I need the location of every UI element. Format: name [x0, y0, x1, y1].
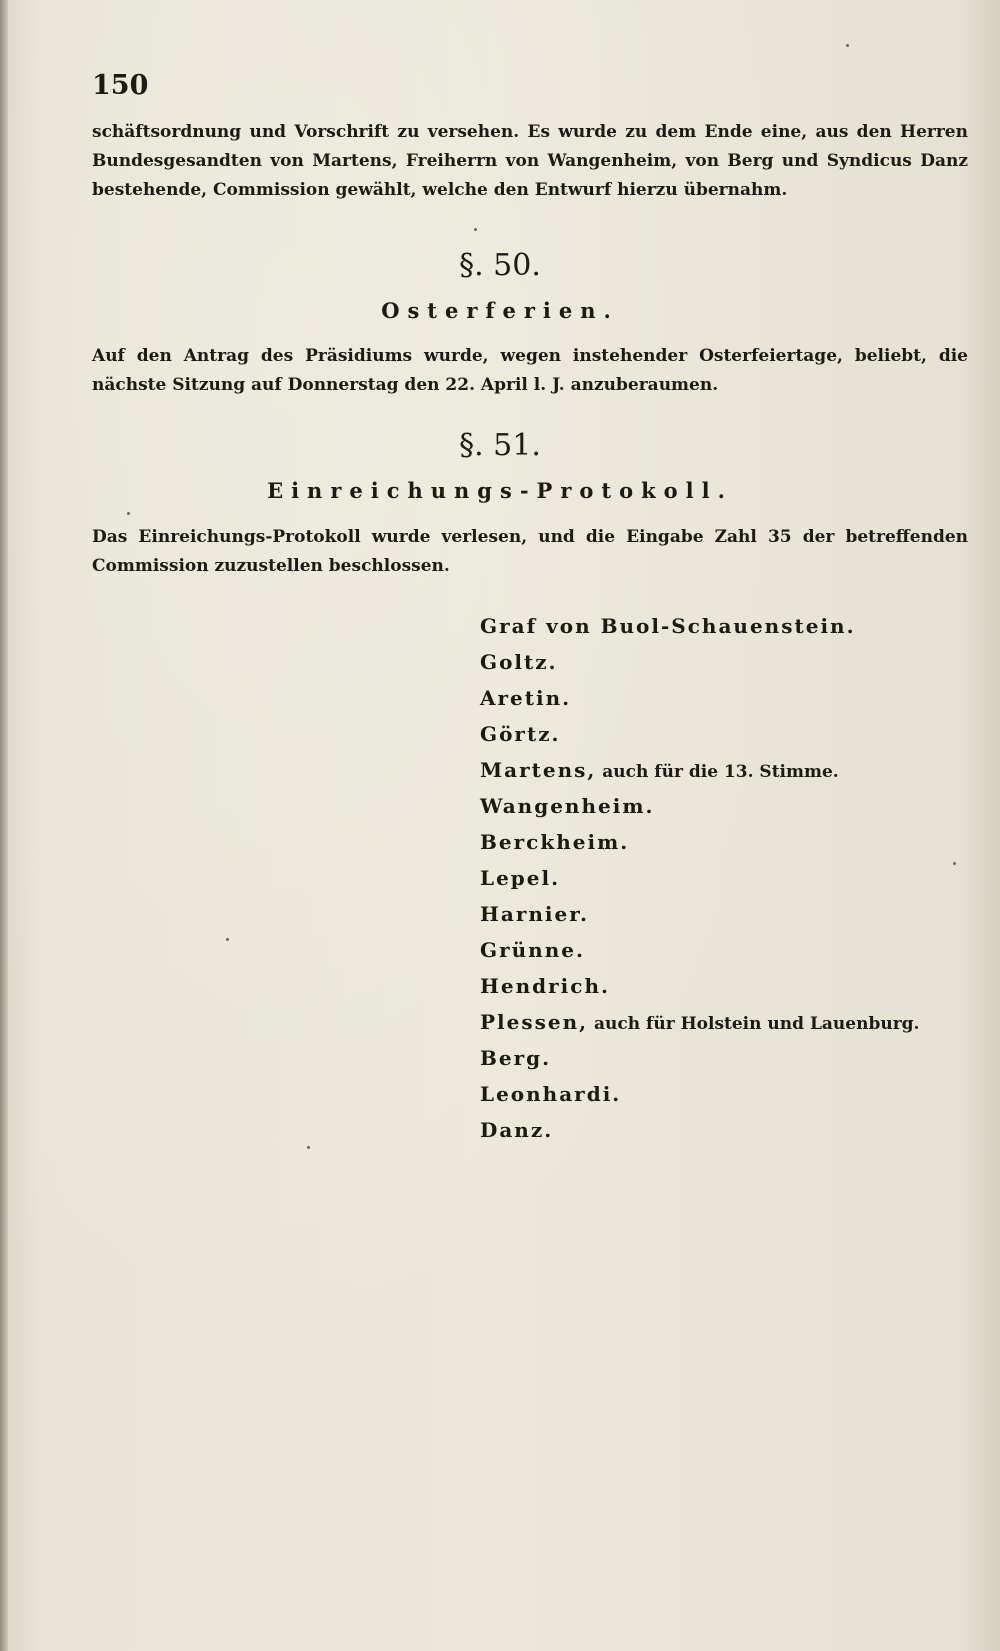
signature-name: Hendrich. [480, 974, 610, 998]
signature-line [480, 794, 980, 830]
continuation-paragraph: schäftsordnung und Vorschrift zu versehen. Es wurde zu dem Ende eine, aus den Herren Bundesgesandten von Martens, Freiherrn von Wangenheim, von Berg und Syndicus Danz bestehende, Commission gewählt, welche den Entwurf hierzu übernahm. [92, 122, 968, 200]
signature-line [480, 830, 980, 866]
signature-line [480, 866, 980, 902]
signature-name: Plessen, [480, 1010, 589, 1034]
signature-line [480, 722, 980, 758]
signature-name: Berg. [480, 1046, 552, 1070]
signature-note: auch für Holstein und Lauenburg. [588, 1014, 920, 1034]
signature-name: Danz. [480, 1118, 554, 1142]
paper-speck [474, 228, 477, 231]
paper-speck [127, 512, 130, 515]
signature-name: Wangenheim. [480, 794, 655, 818]
paper-speck [846, 44, 849, 47]
signature-line [480, 1046, 980, 1082]
signature-line [480, 974, 980, 1010]
signature-line [480, 758, 980, 794]
paper-speck [953, 862, 956, 865]
signature-line [480, 938, 980, 974]
signature-name: Berckheim. [480, 830, 630, 854]
signature-name: Görtz. [480, 722, 561, 746]
signature-line [480, 686, 980, 722]
signature-line [480, 1082, 980, 1118]
signature-note: auch für die 13. Stimme. [596, 762, 839, 782]
paper-speck [226, 938, 229, 941]
signature-name: Leonhardi. [480, 1082, 622, 1106]
page-number: 150 [92, 70, 149, 101]
section-50-title: Osterferien. [381, 298, 619, 323]
section-50-text: Auf den Antrag des Präsidiums wurde, wegen instehender Osterfeiertage, beliebt, die nächste Sitzung auf Donnerstag den 22. April l. J. anzuberaumen. [92, 346, 968, 395]
paper-speck [307, 1146, 310, 1149]
signature-name: Goltz. [480, 650, 558, 674]
signature-line [480, 650, 980, 686]
signature-line [480, 902, 980, 938]
signature-name: Grünne. [480, 938, 585, 962]
signature-name: Aretin. [480, 686, 572, 710]
section-51-text: Das Einreichungs-Protokoll wurde verlesen, und die Eingabe Zahl 35 der betreffenden Commission zuzustellen beschlossen. [92, 527, 968, 576]
signature-name: Martens, [480, 758, 597, 782]
signature-line [480, 1010, 980, 1046]
signature-line [480, 1118, 980, 1154]
signature-name: Graf von Buol-Schauenstein. [480, 614, 856, 638]
signature-name: Lepel. [480, 866, 561, 890]
signature-list [480, 614, 980, 1154]
section-51-number: §. 51. [459, 428, 541, 463]
signature-name: Harnier. [480, 902, 589, 926]
section-51-title: Einreichungs-Protokoll. [267, 478, 733, 503]
signature-line [480, 614, 980, 650]
section-50-number: §. 50. [459, 248, 541, 283]
